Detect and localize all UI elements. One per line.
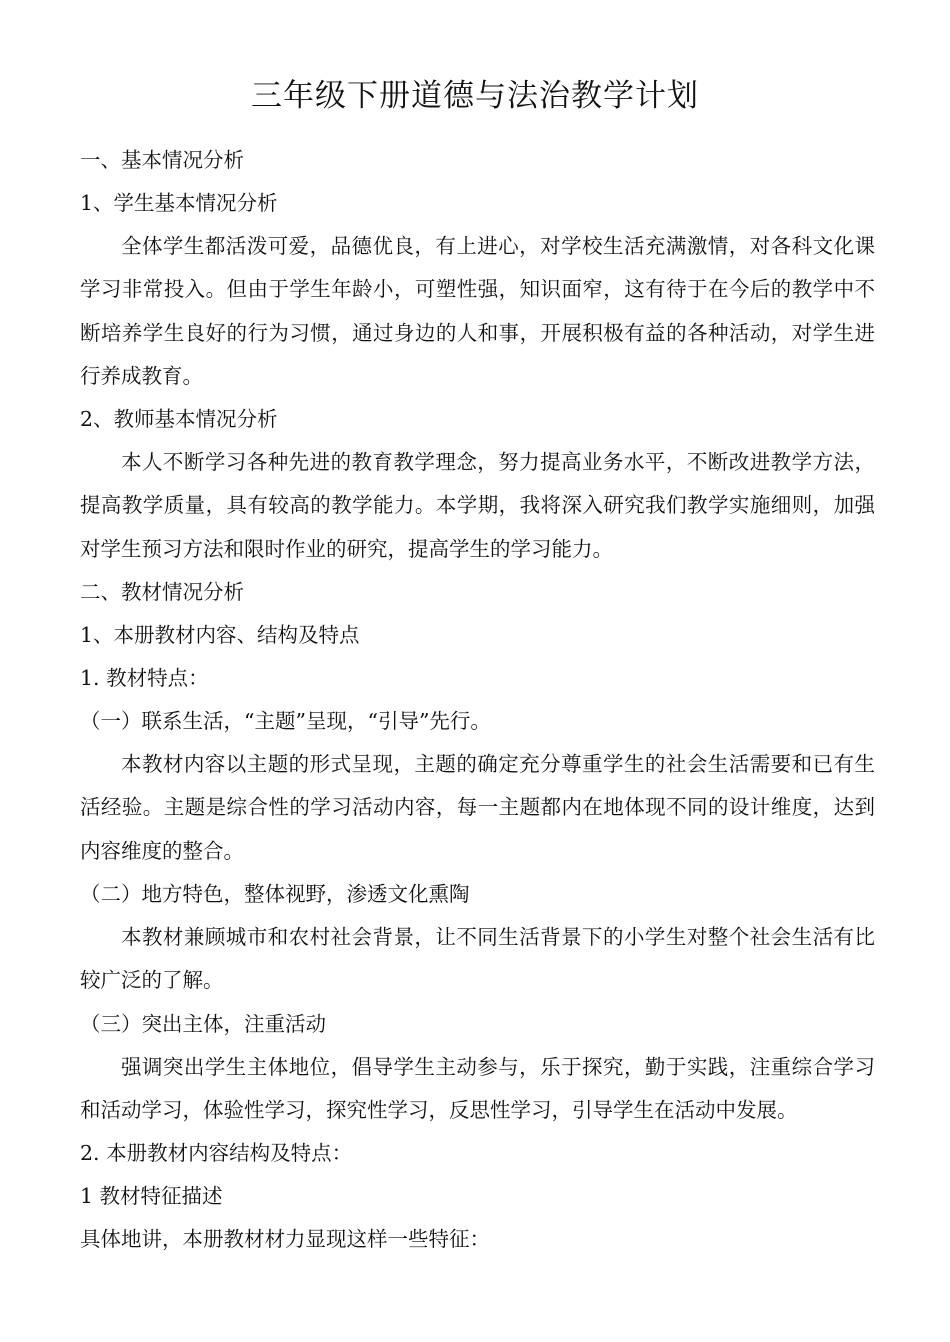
subsection-heading-student-analysis: 1、学生基本情况分析	[80, 191, 278, 215]
paragraph-student-analysis: 全体学生都活泼可爱，品德优良，有上进心，对学校生活充满激情，对各科文化课学习非常投入。但由于学生年龄小，可塑性强，知识面窄，这有待于在今后的教学中不断培养学生良好的行为习惯，通过身边的人和事，开展积极有益的各种活动，对学生进行养成教育。	[80, 234, 875, 388]
document-body	[80, 139, 875, 1261]
item-heading-feature-description: 1 教材特征描述	[80, 1184, 223, 1209]
section-heading-basic-analysis: 一、基本情况分析	[80, 148, 244, 172]
subsection-heading-textbook-structure: 1、本册教材内容、结构及特点	[80, 623, 360, 648]
item-heading-content-structure: 2. 本册教材内容结构及特点：	[80, 1141, 353, 1166]
feature-heading-2: （二）地方特色，整体视野，渗透文化熏陶	[80, 881, 470, 906]
text-line-specific-features: 具体地讲，本册教材材力显现这样一些特征：	[80, 1227, 490, 1252]
item-heading-textbook-features: 1. 教材特点：	[80, 666, 209, 691]
paragraph-teacher-analysis: 本人不断学习各种先进的教育教学理念，努力提高业务水平，不断改进教学方法，提高教学质量，具有较高的教学能力。本学期，我将深入研究我们教学实施细则，加强对学生预习方法和限时作业的研究，提高学生的学习能力。	[80, 450, 875, 561]
feature-heading-3: （三）突出主体，注重活动	[80, 1011, 326, 1036]
document-title: 三年级下册道德与法治教学计划	[251, 78, 699, 114]
feature-heading-1: （一）联系生活，“主题”呈现，“引导”先行。	[80, 709, 491, 734]
paragraph-feature-2: 本教材兼顾城市和农村社会背景，让不同生活背景下的小学生对整个社会生活有比较广泛的了解。	[80, 924, 875, 993]
paragraph-feature-3: 强调突出学生主体地位，倡导学生主动参与，乐于探究，勤于实践，注重综合学习和活动学习，体验性学习，探究性学习，反思性学习，引导学生在活动中发展。	[80, 1054, 875, 1122]
subsection-heading-teacher-analysis: 2、教师基本情况分析	[80, 407, 278, 432]
section-heading-textbook-analysis: 二、教材情况分析	[80, 580, 244, 605]
paragraph-feature-1: 本教材内容以主题的形式呈现，主题的确定充分尊重学生的社会生活需要和已有生活经验。主题是综合性的学习活动内容，每一主题都内在地体现不同的设计维度，达到内容维度的整合。	[80, 752, 875, 863]
